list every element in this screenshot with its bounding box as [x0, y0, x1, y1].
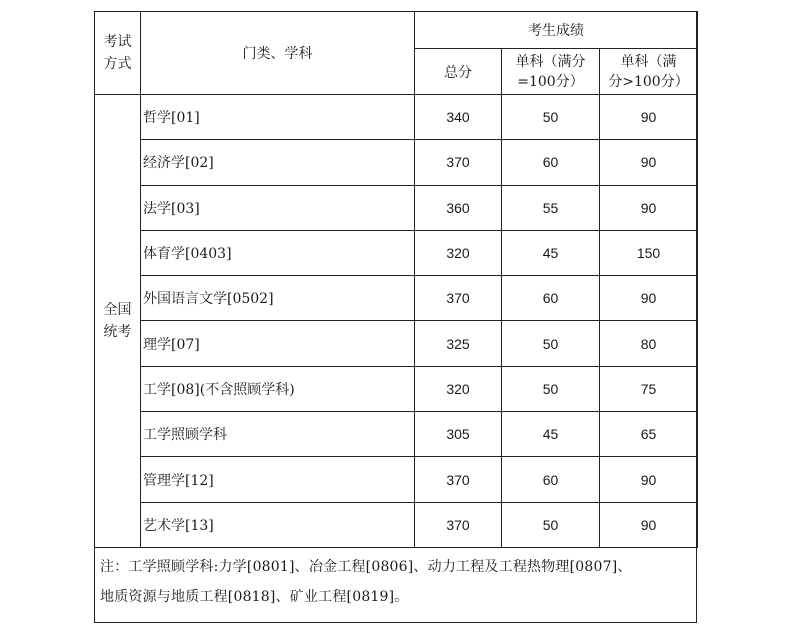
- subject-cell: 管理学[12]: [141, 457, 415, 502]
- table-row: [95, 230, 698, 275]
- method-line1: 全国: [103, 301, 132, 318]
- single100-cell: 50: [502, 366, 600, 411]
- table-row: [95, 321, 698, 366]
- singlegt100-cell: 90: [600, 185, 698, 230]
- total-cell: 370: [415, 457, 502, 502]
- subject-cell: 外国语言文学[0502]: [141, 276, 415, 321]
- header-single-100-line1: 单科（满分: [515, 53, 586, 70]
- table-row: [95, 185, 698, 230]
- header-single-gt100-line1: 单科（满: [620, 53, 677, 70]
- subject-cell: 艺术学[13]: [141, 502, 415, 547]
- subject-cell: 工学照顾学科: [141, 412, 415, 457]
- single100-cell: 55: [502, 185, 600, 230]
- table-row: [95, 412, 698, 457]
- table-row: [95, 140, 698, 185]
- single100-cell: 60: [502, 276, 600, 321]
- header-method-line1: 考试: [103, 34, 132, 50]
- total-cell: 370: [415, 276, 502, 321]
- subject-cell: 工学[08](不含照顾学科): [141, 366, 415, 411]
- footnote-line1: 注：工学照顾学科:力学[0801]、冶金工程[0806]、动力工程及工程热物理[0807]、: [100, 559, 632, 575]
- table-row: [95, 457, 698, 502]
- total-cell: 340: [415, 95, 502, 140]
- total-cell: 305: [415, 412, 502, 457]
- subject-cell: 哲学[01]: [141, 95, 415, 140]
- single100-cell: 45: [502, 230, 600, 275]
- header-total: 总分: [415, 49, 502, 95]
- header-method-line2: 方式: [103, 56, 132, 72]
- single100-cell: 60: [502, 140, 600, 185]
- subject-cell: 法学[03]: [141, 185, 415, 230]
- footnote-line2: 地质资源与地质工程[0818]、矿业工程[0819]。: [100, 589, 409, 605]
- score-table: [94, 11, 698, 548]
- single100-cell: 50: [502, 321, 600, 366]
- singlegt100-cell: 90: [600, 140, 698, 185]
- total-cell: 325: [415, 321, 502, 366]
- header-single-100-line2: =100分）: [517, 73, 584, 90]
- singlegt100-cell: 90: [600, 502, 698, 547]
- header-single-gt100-line2: 分>100分）: [608, 73, 689, 90]
- header-subject: 门类、学科: [141, 12, 415, 95]
- singlegt100-cell: 90: [600, 276, 698, 321]
- singlegt100-cell: 75: [600, 366, 698, 411]
- header-score-group: 考生成绩: [415, 12, 698, 49]
- table-row: [95, 276, 698, 321]
- single100-cell: 45: [502, 412, 600, 457]
- single100-cell: 50: [502, 95, 600, 140]
- subject-cell: 经济学[02]: [141, 140, 415, 185]
- total-cell: 370: [415, 502, 502, 547]
- table-row: [95, 366, 698, 411]
- header-single-gt100: [600, 49, 698, 95]
- total-cell: 370: [415, 140, 502, 185]
- total-cell: 320: [415, 230, 502, 275]
- header-row-1: [95, 12, 698, 49]
- singlegt100-cell: 80: [600, 321, 698, 366]
- singlegt100-cell: 65: [600, 412, 698, 457]
- header-single-100: [502, 49, 600, 95]
- single100-cell: 50: [502, 502, 600, 547]
- footnote: [100, 552, 692, 612]
- single100-cell: 60: [502, 457, 600, 502]
- table-row: [95, 95, 698, 140]
- total-cell: 360: [415, 185, 502, 230]
- subject-cell: 理学[07]: [141, 321, 415, 366]
- method-line2: 统考: [103, 323, 132, 340]
- method-cell: [95, 95, 141, 548]
- singlegt100-cell: 90: [600, 457, 698, 502]
- header-method: [95, 12, 141, 95]
- total-cell: 320: [415, 366, 502, 411]
- subject-cell: 体育学[0403]: [141, 230, 415, 275]
- singlegt100-cell: 90: [600, 95, 698, 140]
- table-row: [95, 502, 698, 547]
- singlegt100-cell: 150: [600, 230, 698, 275]
